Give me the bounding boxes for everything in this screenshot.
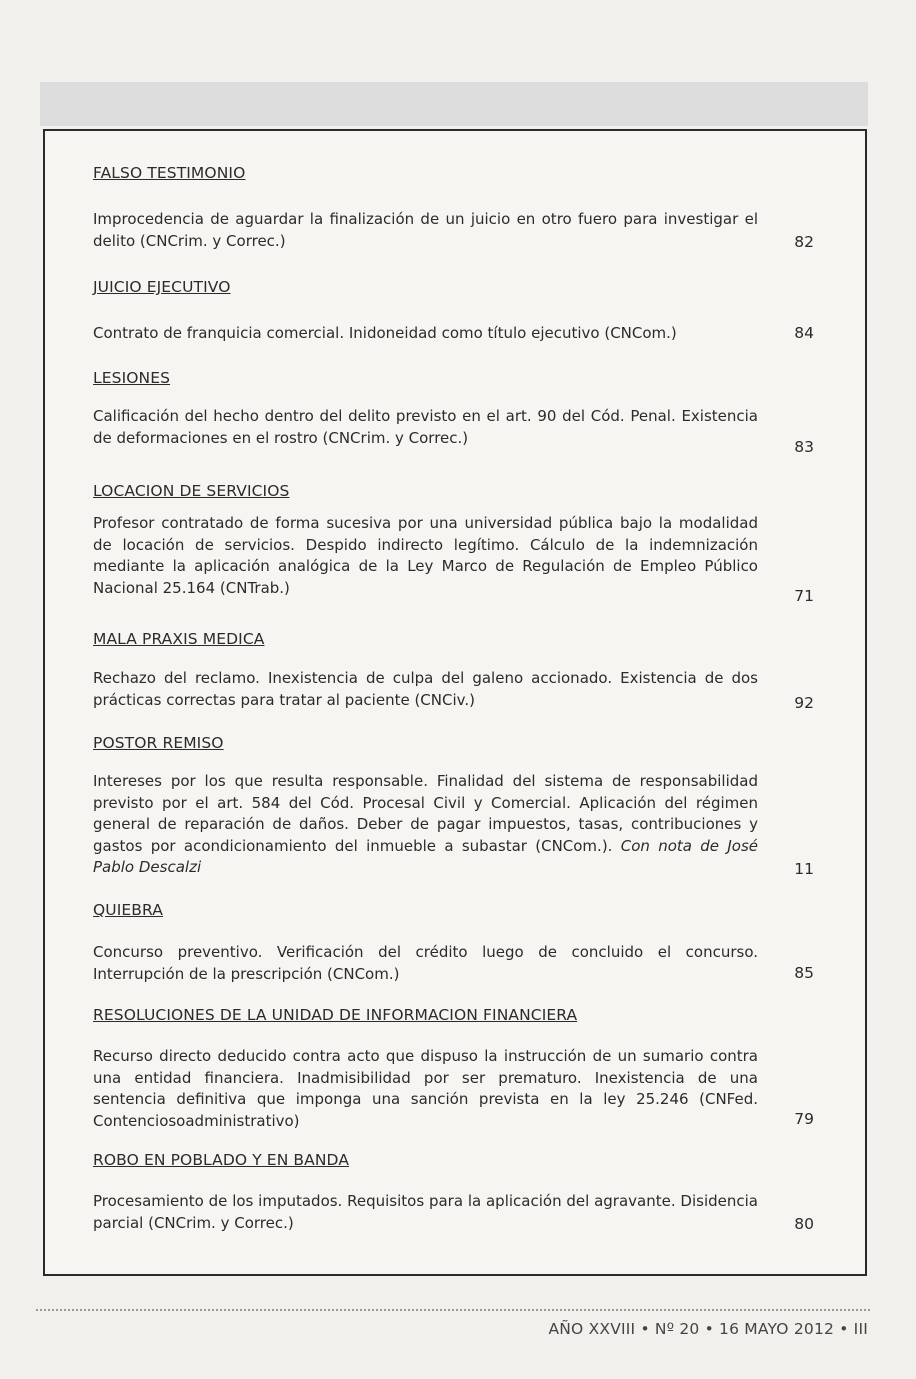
index-entry	[93, 1005, 813, 1132]
entry-page: 11	[794, 860, 814, 878]
entry-page: 92	[794, 694, 814, 712]
entry-description: Rechazo del reclamo. Inexistencia de culpa del galeno accionado. Existencia de dos prácticas correctas para tratar al paciente (CNCiv.)	[93, 669, 758, 709]
entry-description: Recurso directo deducido contra acto que dispuso la instrucción de un sumario contra una entidad financiera. Inadmisibilidad por ser prematuro. Inexistencia de una sentencia definitiva que imponga una sanción prevista en la ley 25.246 (CNFed. Contenciosoadministrativo)	[93, 1047, 758, 1130]
entry-heading: RESOLUCIONES DE LA UNIDAD DE INFORMACION FINANCIERA	[93, 1006, 578, 1024]
index-entry	[93, 163, 813, 252]
footer-issue-info: AÑO XXVIII • Nº 20 • 16 MAYO 2012 • III	[548, 1320, 868, 1338]
entry-heading: ROBO EN POBLADO Y EN BANDA	[93, 1151, 350, 1169]
entry-description: Contrato de franquicia comercial. Inidoneidad como título ejecutivo (CNCom.)	[93, 324, 677, 342]
entry-heading: LESIONES	[93, 369, 171, 387]
entry-heading: POSTOR REMISO	[93, 734, 224, 752]
entry-page: 79	[794, 1110, 814, 1128]
index-frame	[43, 129, 867, 1276]
index-entry	[93, 277, 813, 345]
entry-description: Improcedencia de aguardar la finalización de un juicio en otro fuero para investigar el delito (CNCrim. y Correc.)	[93, 210, 758, 250]
index-entry	[93, 900, 813, 985]
footer-divider	[36, 1309, 870, 1311]
entry-description: Calificación del hecho dentro del delito previsto en el art. 90 del Cód. Penal. Existencia de deformaciones en el rostro (CNCrim. y Correc.)	[93, 407, 758, 447]
index-entry	[93, 629, 813, 711]
entry-heading: QUIEBRA	[93, 901, 163, 919]
entry-heading: FALSO TESTIMONIO	[93, 164, 246, 182]
entry-page: 80	[794, 1215, 814, 1233]
index-entry	[93, 733, 813, 879]
entry-description: Profesor contratado de forma sucesiva por una universidad pública bajo la modalidad de locación de servicios. Despido indirecto legítimo. Cálculo de la indemnización mediante la aplicación analógica de la Ley Marco de Regulación de Empleo Público Nacional 25.164 (CNTrab.)	[93, 514, 758, 597]
entry-page: 85	[794, 964, 814, 982]
index-entry	[93, 481, 813, 599]
entry-page: 84	[794, 324, 814, 342]
entry-description: Procesamiento de los imputados. Requisitos para la aplicación del agravante. Disidencia parcial (CNCrim. y Correc.)	[93, 1192, 758, 1232]
entry-heading: JUICIO EJECUTIVO	[93, 278, 231, 296]
entry-page: 83	[794, 438, 814, 456]
entry-description: Concurso preventivo. Verificación del crédito luego de concluido el concurso. Interrupción de la prescripción (CNCom.)	[93, 943, 758, 983]
entry-description	[93, 771, 758, 879]
background-band	[40, 82, 868, 126]
entry-heading: LOCACION DE SERVICIOS	[93, 482, 290, 500]
index-entry	[93, 368, 813, 449]
entry-text: Intereses por los que resulta responsable. Finalidad del sistema de responsabilidad previsto por el art. 584 del Cód. Procesal Civil y Comercial. Aplicación del régimen general de reparación de daños. Deber de pagar impuestos, tasas, contribuciones y gastos por acondicionamiento del inmueble a subastar (CNCom.).	[93, 772, 758, 855]
entry-page: 82	[794, 233, 814, 251]
index-entry	[93, 1150, 813, 1234]
entry-note: Con nota de José Pablo Descalzi	[93, 836, 758, 876]
entry-page: 71	[794, 587, 814, 605]
entry-heading: MALA PRAXIS MEDICA	[93, 630, 265, 648]
